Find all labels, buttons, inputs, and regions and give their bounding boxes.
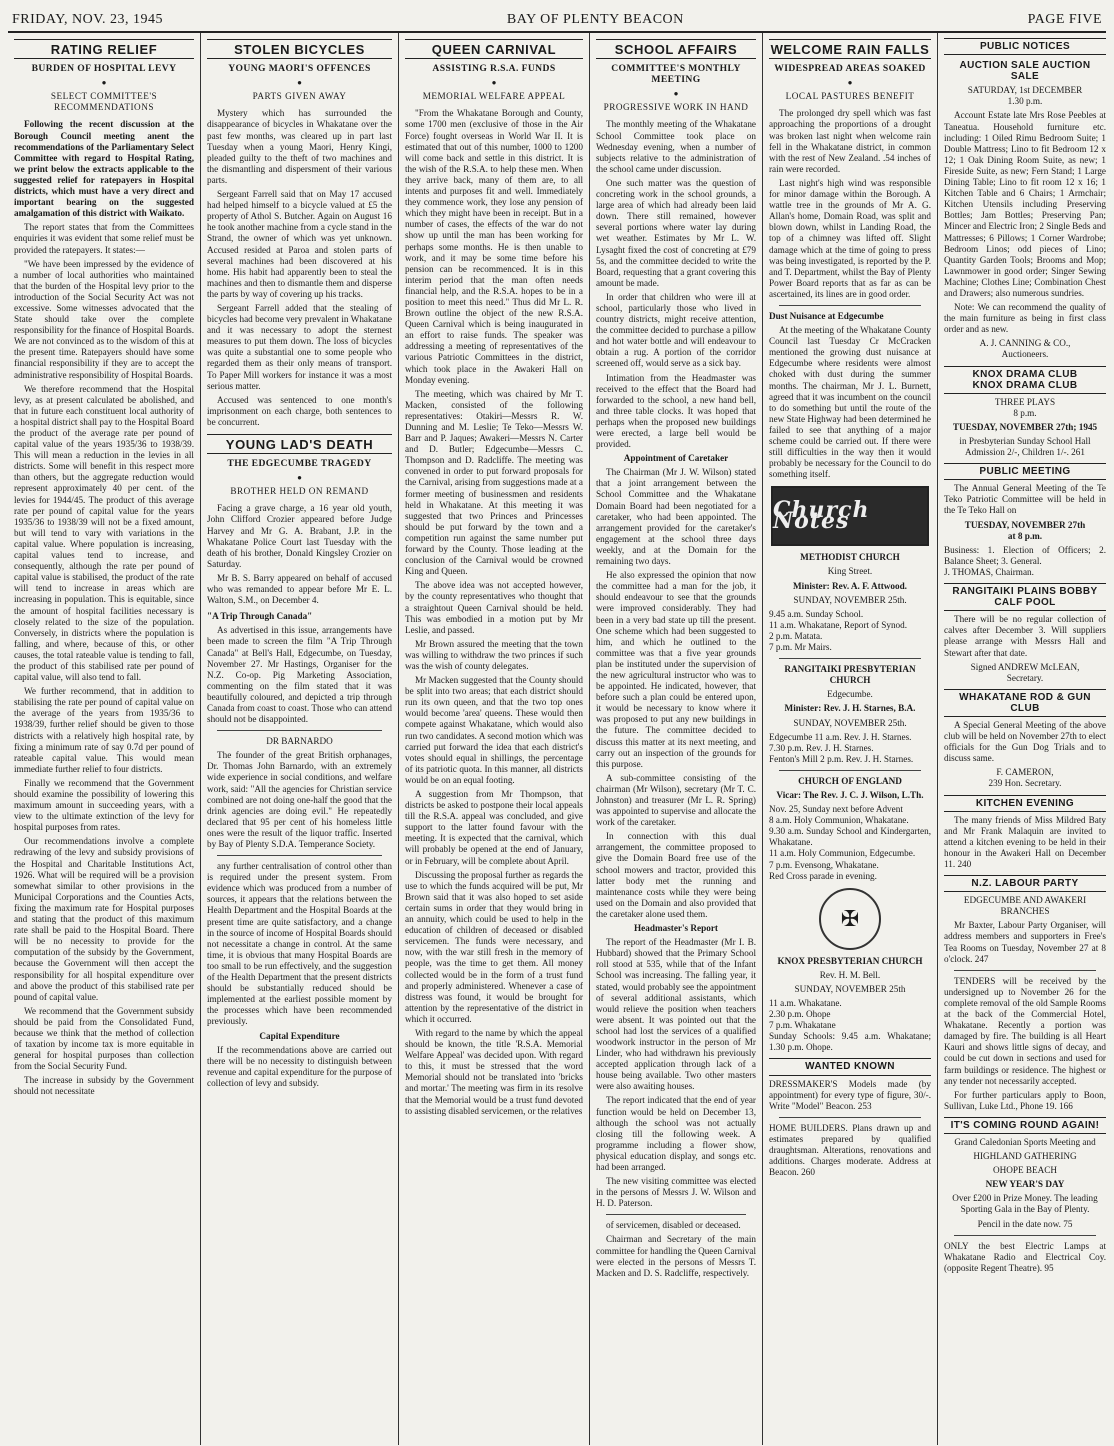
notice-body: Over £200 in Prize Money. The leading Sporting Gala in the Bay of Plenty.	[952, 1193, 1098, 1215]
notice-heading: RANGITAIKI PLAINS BOBBY CALF POOL	[944, 583, 1106, 611]
paragraph: Accused was sentenced to one month's imprisonment on each charge, both sentences to be concurrent.	[207, 394, 392, 427]
paragraph: Intimation from the Headmaster was received to the effect that the Board had forwarded to the school, a new hand bell, and three table clocks. It was hoped that perhaps when the proposed new buildings were erected, a large bell would be provided.	[596, 372, 756, 450]
masthead	[8, 6, 1106, 33]
notice-heading: WHAKATANE ROD & GUN CLUB	[944, 689, 1106, 717]
divider	[217, 730, 382, 731]
column-school-affairs	[589, 33, 762, 1445]
church-name: METHODIST CHURCH	[800, 552, 900, 563]
paragraph: Sergeant Farrell said that on May 17 accused had helped himself to a bicycle valued at £5 the property of Athol S. Butcher. Again on August 16 he took another machine from a cycle stand in the Strand, the owner of which was yet unknown. Accused resided at Paroa and stolen parts of several machines had been discovered at his home. His habit had apparently been to steal the machines and then to dismantle them and disperse the parts by way of covering up his tracks.	[207, 189, 392, 299]
notice-body: OHOPE BEACH	[992, 1165, 1058, 1176]
headline: QUEEN CARNIVAL	[405, 39, 583, 59]
notice-body: The many friends of Miss Mildred Baty and Mr Frank Malaquin are invited to attend a kitchen evening to be held in their honour in the Awakeri Hall on December 11. 240	[944, 814, 1106, 869]
classified-ad: HOME BUILDERS. Plans drawn up and estimates prepared by qualified draughtsman. Alterations, renovations and additions. Charges moderate. Address at Beacon. 260	[769, 1122, 931, 1178]
paragraph: The report states that from the Committees enquiries it was evident that some relief must be provided the ratepayers. It states:—	[14, 222, 194, 255]
section-heading: Appointment of Caretaker	[623, 453, 729, 464]
paragraph: The report indicated that the end of year function would be held on December 13, although the school was not actually closing till the following week. A programme including a flower show, physical education display, and songs etc. had been arranged.	[596, 1095, 756, 1172]
headline: STOLEN BICYCLES	[207, 39, 392, 59]
paragraph: As advertised in this issue, arrangements have been made to screen the film "A Trip Through Canada" at Bell's Hall, Edgecumbe, on Tuesday, November 27. Mr Hastings, Organiser for the N.Z. Co-op. Pig Marketing Association, commenting on the film stated that it was beautifully coloured, and depicted a trip through Canada from coast to coast. Those who can attend should not be disappointed.	[207, 625, 392, 725]
paragraph: Discussing the proposal further as regards the use to which the funds acquired will be put, Mr Brown said that it was also hoped to set aside certain sums in order that they would bring in an annuity, which could be used to help in the education of children of deceased or disabled servicemen. The funds were necessary, and now, with the war still fresh in the memory of people, was the time to get them. All money collected would be in the form of a trust fund and properly administered. Whenever a case of distress was found, it would be brought for attention by the representative of the district in which it occurred.	[405, 869, 583, 1024]
separator-dot: ●	[491, 78, 497, 88]
section-heading: WANTED KNOWN	[769, 1058, 931, 1075]
paragraph: We further recommend, that in addition to stabilising the rate per pound of capital value on the average of the years from 1935/36 to 1938/39, further relief should be given to those districts with a relatively high hospital rate, by fixing a minimum rate of say 0.7d per pound of rateable capital value. This would mean immediate further relief to four districts.	[14, 686, 194, 774]
notice-heading: PUBLIC MEETING	[944, 463, 1106, 480]
paper-name: BAY OF PLENTY BEACON	[506, 12, 684, 27]
separator-dot: ●	[297, 473, 302, 483]
subheadline: PROGRESSIVE WORK IN HAND	[603, 102, 749, 113]
notice-body: NEW YEAR'S DAY	[985, 1179, 1065, 1190]
service-times: Edgecumbe 11 a.m. Rev. J. H. Starnes. 7.30 p.m. Rev. J. H. Starnes. Fenton's Mill 2 p.m. Rev. J. H. Starnes.	[769, 731, 914, 764]
subheadline: BURDEN OF HOSPITAL LEVY	[31, 63, 177, 75]
paragraph: The new visiting committee was elected in the persons of Messrs J. W. Wilson and H. D. Paterson.	[596, 1176, 756, 1209]
paragraph: The founder of the great British orphanages, Dr. Thomas John Barnardo, with an extremely wide experience in social conditions, and welfare work, said: "All the agencies for Christian service combined are not doing one-half the good that the drink agencies are doing evil." He repeatedly declared that 95 per cent of his homeless little ones were the result of the liquor traffic. Inserted by Bay of Plenty S.D.A. Temperance Society.	[207, 750, 392, 849]
notice-body: ONLY the best Electric Lamps at Whakatane Radio and Electrical Coy. (opposite Regent Theatre). 95	[944, 1240, 1106, 1273]
paragraph: In connection with this dual arrangement, the committee proposed to give the Domain Board free use of the school mowers and tractor, provided this latter body met the running and maintenance costs while they were being used on the Domain and also provided that the caretaker alone used them.	[596, 831, 756, 919]
paragraph: The increase in subsidy by the Government should not necessitate	[14, 1075, 194, 1097]
divider	[779, 1117, 921, 1118]
paragraph: Mr B. S. Barry appeared on behalf of accused who was remanded to appear before Mr E. L. Walton, S.M., on December 4.	[207, 572, 392, 606]
subheadline: WIDESPREAD AREAS SOAKED	[774, 63, 926, 75]
issue-date: FRIDAY, NOV. 23, 1945	[12, 12, 164, 27]
paragraph: any further centralisation of control other than is required under the present system. From evidence which was produced from a number of sources, it appears that the relations between the Health Department and the Hospital Boards at the present time are quite satisfactory, and a change in the source of income of Hospital Boards should not necessitate a change in control. At the same time, it is obvious that many Hospital Boards are too small to be run effectively, and the suggestion of the Health Department that the present districts should be substantially reduced should be implemented at the earliest possible moment by the processes which have been recommended previously.	[207, 861, 392, 1027]
divider	[779, 305, 921, 306]
headline: PUBLIC NOTICES	[944, 38, 1106, 55]
headline: SCHOOL AFFAIRS	[596, 39, 756, 59]
section-heading: Headmaster's Report	[634, 923, 718, 934]
divider	[954, 1235, 1096, 1236]
paragraph: Chairman and Secretary of the main committee for handling the Queen Carnival were elected in the persons of Messrs T. Macken and D. S. Radcliffe, respectively.	[596, 1234, 756, 1278]
notice-body: THREE PLAYS 8 p.m.	[994, 396, 1056, 418]
paragraph: At the meeting of the Whakatane County Council last Tuesday Cr McCracken mentioned the growing dust nuisance at Edgecumbe where residents were almost choked with dust during the summer months. The chairman, Mr J. L. Burnett, agreed that it was incumbent on the council to do something but until the route of the new State Highway had been determined he failed to see that anything of a major scheme could be carried out. If there were still difficulties in the way then it would probably be necessary for the Council to do something itself.	[769, 325, 931, 480]
paragraph: With regard to the name by which the appeal should be known, the title 'R.S.A. Memorial Welfare Appeal' was decided upon. With regard to this, it must be stressed that the word Memorial should not be translated into 'bricks and mortar.' The meeting was firm in its resolve that the Memorial would be a trust fund devoted to assisting disabled servicemen, or the relatives	[405, 1027, 583, 1116]
classified-ad: DRESSMAKER'S Models made (by appointment) for every type of figure, 30/-. Write "Model" Beacon. 253	[769, 1078, 931, 1111]
subheadline: MEMORIAL WELFARE APPEAL	[422, 91, 566, 102]
notice-body: Account Estate late Mrs Rose Peebles at Taneatua. Household furniture etc. including: 1 Oiled Rimu Bedroom Suite; 1 Double Mattress; Lino to fit Bedroom 12 x 12; 1 Oak Dining Room Suite, as new; 1 Fireside Suite, as new; Fern Stand; 1 Large Dining Table; Lino to fit room 12 x 16; 1 Kitchen Table and 6 Chairs; 1 Armchair; Kitchen Utensils including Preserving Bottles; Jam Bottles; Preserving Pan; Mincer and Electric Iron; 2 Single Beds and Mattresses; 6 Pillows; 1 Corner Wardrobe; Bedroom Linos; odd pieces of Lino; Quantity Garden Tools; Brooms and Mop; Lawnmower in good order; Singer Sewing Machine; Clothes Line; Combination Chest and Drawers; also numerous sundries.	[944, 110, 1106, 298]
columns	[8, 33, 1106, 1445]
paragraph: Our recommendations involve a complete redrawing of the levy and subsidy provisions of the Hospital and Charitable Institutions Act, 1926. What will be required will be a provision somewhat similar to other provisions in the Municipal Corporations and the Counties Acts, fixing the maximum rate for Hospital purposes and stating that the product of this maximum rate shall be paid to the Hospital Board. There will be no necessity to provide for the computation of the subsidy by the Government, because the Government will then accept the responsibility for all hospital expenditure over and above the product of this stabilised rate per pound of capital value.	[14, 836, 194, 1002]
notice-heading: N.Z. LABOUR PARTY	[944, 875, 1106, 892]
section-heading: "A Trip Through Canada"	[207, 611, 313, 622]
headline: YOUNG LAD'S DEATH	[207, 434, 392, 454]
subheadline: ASSISTING R.S.A. FUNDS	[432, 63, 556, 75]
subheadline: BROTHER HELD ON REMAND	[230, 486, 369, 497]
column-welcome-rain	[762, 33, 937, 1445]
column-queen-carnival	[398, 33, 589, 1445]
notice-body: Note: We can recommend the quality of the main furniture as being in first class order and as new.	[944, 302, 1106, 335]
service-times: 11 a.m. Whakatane. 2.30 p.m. Ohope 7 p.m. Whakatane Sunday Schools: 9.45 a.m. Whakatane; 1.30 p.m. Ohope.	[769, 998, 931, 1053]
separator-dot: ●	[847, 78, 853, 88]
lead-paragraph: Following the recent discussion at the Borough Council meeting anent the recommendations of the Parliamentary Select Committee with regard to Hospital Rating, we print below the extracts applicable to the suggested relief for ratepayers in Hospital districts, which must have a very direct and important bearing on the suggested amalgamation of this district with Waikato.	[14, 119, 194, 219]
notice-signature: F. CAMERON, 239 Hon. Secretary.	[988, 767, 1062, 789]
divider	[954, 970, 1096, 971]
page-number: PAGE FIVE	[1027, 12, 1102, 27]
church-location: King Street.	[827, 566, 873, 577]
church-name: CHURCH OF ENGLAND	[798, 775, 902, 786]
banner-title: Church Notes	[773, 497, 870, 535]
column-rating-relief	[8, 33, 200, 1445]
subheadline: THE EDGECUMBE TRAGEDY	[227, 458, 372, 470]
paragraph: One such matter was the question of concreting work in the school grounds, a large area of which had already been laid down. There still remained, however several portions where water lay during wet weather. Estimates by Mr L. W. Lysaght fixed the cost of concreting at £79 5s, and the committee decided to write the Board, requesting that a grant covering this amount be made.	[596, 177, 756, 288]
notice-heading: KNOX DRAMA CLUB KNOX DRAMA CLUB	[944, 366, 1106, 394]
paragraph: We recommend that the Government subsidy should be paid from the Consolidated Fund, because we think that the method of collection of taxation by income tax is more equitable in general for hospital purposes than collection from the Social Security Fund.	[14, 1005, 194, 1072]
notice-heading: IT'S COMING ROUND AGAIN!	[944, 1117, 1106, 1134]
notice-body: Pencil in the date now. 75	[977, 1218, 1073, 1229]
divider	[217, 855, 382, 856]
divider	[606, 1214, 746, 1215]
notice-body: Grand Caledonian Sports Meeting and	[954, 1136, 1096, 1147]
service-date: SUNDAY, NOVEMBER 25th.	[793, 717, 907, 728]
separator-dot: ●	[101, 78, 107, 88]
notice-body: Business: 1. Election of Officers; 2. Balance Sheet; 3. General. J. THOMAS, Chairman.	[944, 544, 1106, 577]
paragraph: Last night's high wind was responsible for minor damage within the Borough. A wattle tree in the grounds of Mr A. G. Allan's home, Domain Road, was split and blown down, whilst in Landing Road, the top of a chimney was lifted off. Slight damage which at the time of going to press was being investigated, is reported by the P. and T. Department, whilst the Bay of Plenty Power Board reports that as far as can be ascertained, its lines are in good order.	[769, 177, 931, 299]
notice-heading: AUCTION SALE AUCTION SALE	[959, 60, 1091, 83]
subheadline: SELECT COMMITTEE'S RECOMMENDATIONS	[50, 91, 158, 113]
notice-body: A Special General Meeting of the above club will be held on November 27th to elect officials for the Gun Dog Trials and to discuss same.	[944, 719, 1106, 764]
notice-subheading: EDGECUMBE AND AWAKERI BRANCHES	[963, 895, 1087, 917]
paragraph: Mr Macken suggested that the County should be split into two areas; that each district should run its own queen, and that the two top ones would become 'area' queens. These would then compete against Whakatane, which would also run two candidates. A second motion which was carried put forward the idea that each district's votes should equal in shillings, the percentage of its patriotic quota. In this manner, all districts would be on an equal footing.	[405, 675, 583, 785]
paragraph: The Chairman (Mr J. W. Wilson) stated that a joint arrangement between the School Committee and the Whakatane Domain Board had been negotiated for a caretaker, who had been appointed. The arrangement provided for the caretaker's engagement at the school three days weekly, and at the Domain for the remaining two days.	[596, 467, 756, 567]
paragraph: "We have been impressed by the evidence of a number of local authorities who maintained that the burden of the Hospital levy prior to the introduction of the Social Security Act was not excessive. Some witnesses advocated that the State should take over the complete responsibility for the finance of Hospital Boards. We are not convinced as to the wisdom of this at the present time. Ratepayers should have some financial responsibility if they are to accept the administrative responsibility of Hospital Boards.	[14, 258, 194, 380]
paragraph: The monthly meeting of the Whakatane School Committee took place on Wednesday evening, when a number of subjects relative to the administration of the school came under discussion.	[596, 119, 756, 174]
subheadline: YOUNG MAORI'S OFFENCES	[228, 63, 371, 75]
church-minister: Rev. H. M. Bell.	[819, 969, 881, 980]
notice-body: TENDERS will be received by the undersigned up to November 26 for the complete removal of the old Sample Rooms at the back of the Commercial Hotel, Whakatane. Recently a portion was damaged by fire. The building is all Heart Kauri and shows little signs of decay, and could be cut down in sections and used for farm buildings or residence. The highest or any tender not necessarily accepted.	[944, 975, 1106, 1086]
church-crest-icon: ✠	[769, 888, 931, 950]
section-heading: Capital Expenditure	[259, 1030, 340, 1041]
notice-body: HIGHLAND GATHERING	[973, 1151, 1077, 1162]
church-name: KNOX PRESBYTERIAN CHURCH	[777, 955, 923, 966]
paragraph: Sergeant Farrell added that the stealing of bicycles had become very prevalent in Whakatane and it was necessary to adopt the sternest measures to put them down. The loss of bicycles was quite a substantial one to some people who regarded them as their only means of transport. To Paper Mill workers for instance it was a most serious matter.	[207, 302, 392, 391]
subheadline: LOCAL PASTURES BENEFIT	[785, 91, 915, 102]
notice-date: SATURDAY, 1st DECEMBER 1.30 p.m.	[967, 85, 1083, 107]
paragraph: A suggestion from Mr Thompson, that districts be asked to postpone their local appeals till the R.S.A. appeal was concluded, and give support to the latter found favour with the meeting. It is expected that the carnival, which will probably be opened at the end of January, or in February, will be complete about April.	[405, 789, 583, 866]
paragraph: Facing a grave charge, a 16 year old youth, John Clifford Crozier appeared before Judge Harvey and Mr G. A. Brabant, J.P. in the Whakatane Police Court last Tuesday with the death of his brother, Donald Kingsley Crozier on Saturday.	[207, 503, 392, 569]
service-date: SUNDAY, NOVEMBER 25th.	[793, 594, 907, 605]
paragraph: If the recommendations above are carried out there will be no necessity to distinguish between revenue and capital expenditure for the purpose of collection of levy and subsidy.	[207, 1044, 392, 1088]
notice-signature: A. J. CANNING & CO., Auctioneers.	[979, 338, 1071, 360]
paragraph: Finally we recommend that the Government should examine the possibility of lowering this maximum amount in succeeding years, with a view to the ultimate extinction of the levy for hospital purposes from rates.	[14, 777, 194, 833]
church-minister: Minister: Rev. J. H. Starnes, B.A.	[784, 703, 916, 714]
church-minister: Vicar: The Rev. J. C. J. Wilson, L.Th.	[776, 789, 924, 800]
paragraph: of servicemen, disabled or deceased.	[606, 1220, 741, 1231]
paragraph: The meeting, which was chaired by Mr T. Macken, consisted of the following representatives: Otakiri—Messrs R. W. Dunning and M. Leslie; Te Teko—Messrs W. Barr and P. Jaques; Awakeri—Messrs N. Carter and D. Butler; Edgecumbe—Messrs C. Thompson and D. Radcliffe. The meeting was convened in order to put forward proposals for the Carnival, arising from suggestions made at a former meeting of businessmen and residents held in Whakatane. At this meeting it was suggested that two Princes and Princesses should be put forward by the town and a competition run against the same number put forward by the County. Those leading at the conclusion of the Carnival would be crowned King and Queen.	[405, 388, 583, 577]
church-name: RANGITAIKI PRESBYTERIAN CHURCH	[784, 664, 916, 686]
notice-body: For further particulars apply to Boon, Sullivan, Luke Ltd., Phone 19. 166	[944, 1089, 1106, 1111]
divider	[779, 770, 921, 771]
paragraph: We therefore recommend that the Hospital levy, as at present calculated be abolished, and that in future each constituent local authority of a hospital district shall pay to the Hospital Board the product of the average rate per pound of capital value of the years 1935/36 to 1938/39. This will mean a reduction in the levies in all districts. Some will benefit in this respect more than others, but the aggregate reduction would represent approximately 40 per cent. of the levies for 1944/45. The product of this average rate per pound of capital value for the years 1935/36 to 1938/39 will not be a fixed amount, but will tend to vary with variations in the capital value. Where population is increasing, capital values tend to increase, and consequently, although the rate per pound of capital value is stabilised, the product of the rate will tend to increase in areas which are increasing in population. This is equitable, since the amount of hospital facilities necessary is closely related to the size of the population. Conversely, in districts where the population is falling, and where, because of this, or other causes, the total rateable value is tending to fall, the product of this stabilised rate per pound of capital value, will also tend to fall.	[14, 383, 194, 683]
headline: WELCOME RAIN FALLS	[769, 39, 931, 59]
church-minister: Minister: Rev. A. F. Attwood.	[793, 580, 907, 591]
paragraph: "From the Whakatane Borough and County, some 1700 men (exclusive of those in the Air Force) fought overseas in World War II. It is estimated that out of this number, 1000 to 1200 will come back and settle in this district. It is the wish of the R.S.A. to help these men. When they arrive back, many of them are, to all intents and purposes fit and well. Immediately they commence work, they lose any pension of which they might have been in receipt. But in a number of cases, the effects of the war do not show up until the man has been working for perhaps some months. He is then unable to work, and it may be some time before his pension can be recommenced. It is in this interim period that the man often needs financial help, and the R.S.A. hopes to be in a position to meet this need." Thus did Mr L. R. Brown outline the object of the new R.S.A. Queen Carnival which is being inaugurated in an effort to raise funds. The speaker was addressing a meeting of representatives of the various Patriotic Committees in the district, which took place in the Awakeri Hall on Monday evening.	[405, 108, 583, 385]
service-times: 9.45 a.m. Sunday School. 11 a.m. Whakatane, Report of Synod. 2 p.m. Matata. 7 p.m. Mr Mairs.	[769, 608, 908, 653]
headline: RATING RELIEF	[14, 39, 194, 59]
service-date: SUNDAY, NOVEMBER 25th	[794, 983, 906, 994]
notice-body: in Presbyterian Sunday School Hall Admission 2/-, Children 1/-. 261	[959, 436, 1091, 458]
notice-heading: KITCHEN EVENING	[944, 795, 1106, 812]
column-public-notices	[937, 33, 1106, 1445]
notice-body: Mr Baxter, Labour Party Organiser, will address members and supporters in Free's Tea Rooms on Tuesday, November 27 at 8 o'clock. 247	[944, 920, 1106, 964]
paragraph: The report of the Headmaster (Mr I. B. Hubbard) showed that the Primary School roll stood at 535, while that of the Infant School was increasing. The falling year, it stated, would probably see the appointment of several additional assistants, which would relieve the position when teachers were absent. It was pointed out that the school had lost the services of a qualified woodwork instructor in the person of Mr Linder, who had withdrawn his previously accepted application through lack of a house being available. Two other masters were also awaiting houses.	[596, 937, 756, 1092]
section-heading: DR BARNARDO	[266, 736, 333, 747]
paragraph: Mr Brown assured the meeting that the town was willing to withdraw the two princes if such was the wish of county delegates.	[405, 638, 583, 671]
separator-dot: ●	[673, 89, 679, 99]
subheadline: PARTS GIVEN AWAY	[252, 91, 347, 102]
notice-body: The Annual General Meeting of the Te Teko Patriotic Committee will be held in the Te Teko Hall on	[944, 483, 1106, 516]
notice-signature: Signed ANDREW McLEAN, Secretary.	[970, 661, 1080, 683]
notice-date: TUESDAY, NOVEMBER 27th; 1945	[952, 421, 1098, 432]
church-notes-banner	[771, 486, 929, 546]
paragraph: In order that children who were ill at school, particularly those who lived in country districts, might receive attention, the committee decided to purchase a pillow and hot water bottle and will endeavour to obtain a rug. A portion of the corridor screened off, would serve as a sick bay.	[596, 291, 756, 369]
church-location: Edgecumbe.	[827, 689, 873, 700]
notice-date: TUESDAY, NOVEMBER 27th at 8 p.m.	[964, 519, 1086, 541]
subheadline: COMMITTEE'S MONTHLY MEETING	[611, 63, 741, 86]
separator-dot: ●	[297, 78, 302, 88]
service-times: Nov. 25, Sunday next before Advent 8 a.m. Holy Communion, Whakatane. 9.30 a.m. Sunday School and Kindergarten, Whakatane. 11 a.m. Holy Communion, Edgecumbe. 7 p.m. Evensong, Whakatane. Red Cross parade in evening.	[769, 804, 931, 881]
paragraph: He also expressed the opinion that now the committee had a man for the job, it should endeavour to see that the grounds were improved considerably. They had been in a very bad state up till the present. One scheme which had been suggested to him, and which he outlined to the committee was that a five year grounds plan be instituted under the supervision of the new agricultural instructor who was to be appointed. He indicated, however, that before such a plan could be entered upon, it would be necessary to know where it was proposed to put any new buildings in the future. The committee decided to discuss this matter at its next meeting, and carry out an inspection of the grounds for this purpose.	[596, 570, 756, 769]
section-heading: Dust Nuisance at Edgecumbe	[769, 310, 884, 321]
column-stolen-bicycles	[200, 33, 398, 1445]
notice-body: There will be no regular collection of calves after December 3. Will suppliers please arrange with Messrs Hall and Stewart after that date.	[944, 614, 1106, 658]
paragraph: The above idea was not accepted however, by the county representatives who thought that a straightout Queen Carnival should be held. This was embodied in a motion put by Mr Leslie, and passed.	[405, 580, 583, 635]
divider	[779, 658, 921, 659]
paragraph: Mystery which has surrounded the disappearance of bicycles in Whakatane over the past few months, was cleared up in part last Tuesday when a young Maori, Henry Kingi, pleaded guilty to the theft of two machines and the dismantling and dispersment of their various parts.	[207, 108, 392, 185]
paragraph: The prolonged dry spell which was fast approaching the proportions of a drought was broken last night when welcome rain fell in the Whakatane district, in common with the rest of New Zealand. .54 inches of rain were recorded.	[769, 108, 931, 174]
paragraph: A sub-committee consisting of the chairman (Mr Wilson), secretary (Mr T. C. Johnston) and treasurer (Mr L. R. Spring) was appointed to supervise and allocate the work of the caretaker.	[596, 772, 756, 828]
